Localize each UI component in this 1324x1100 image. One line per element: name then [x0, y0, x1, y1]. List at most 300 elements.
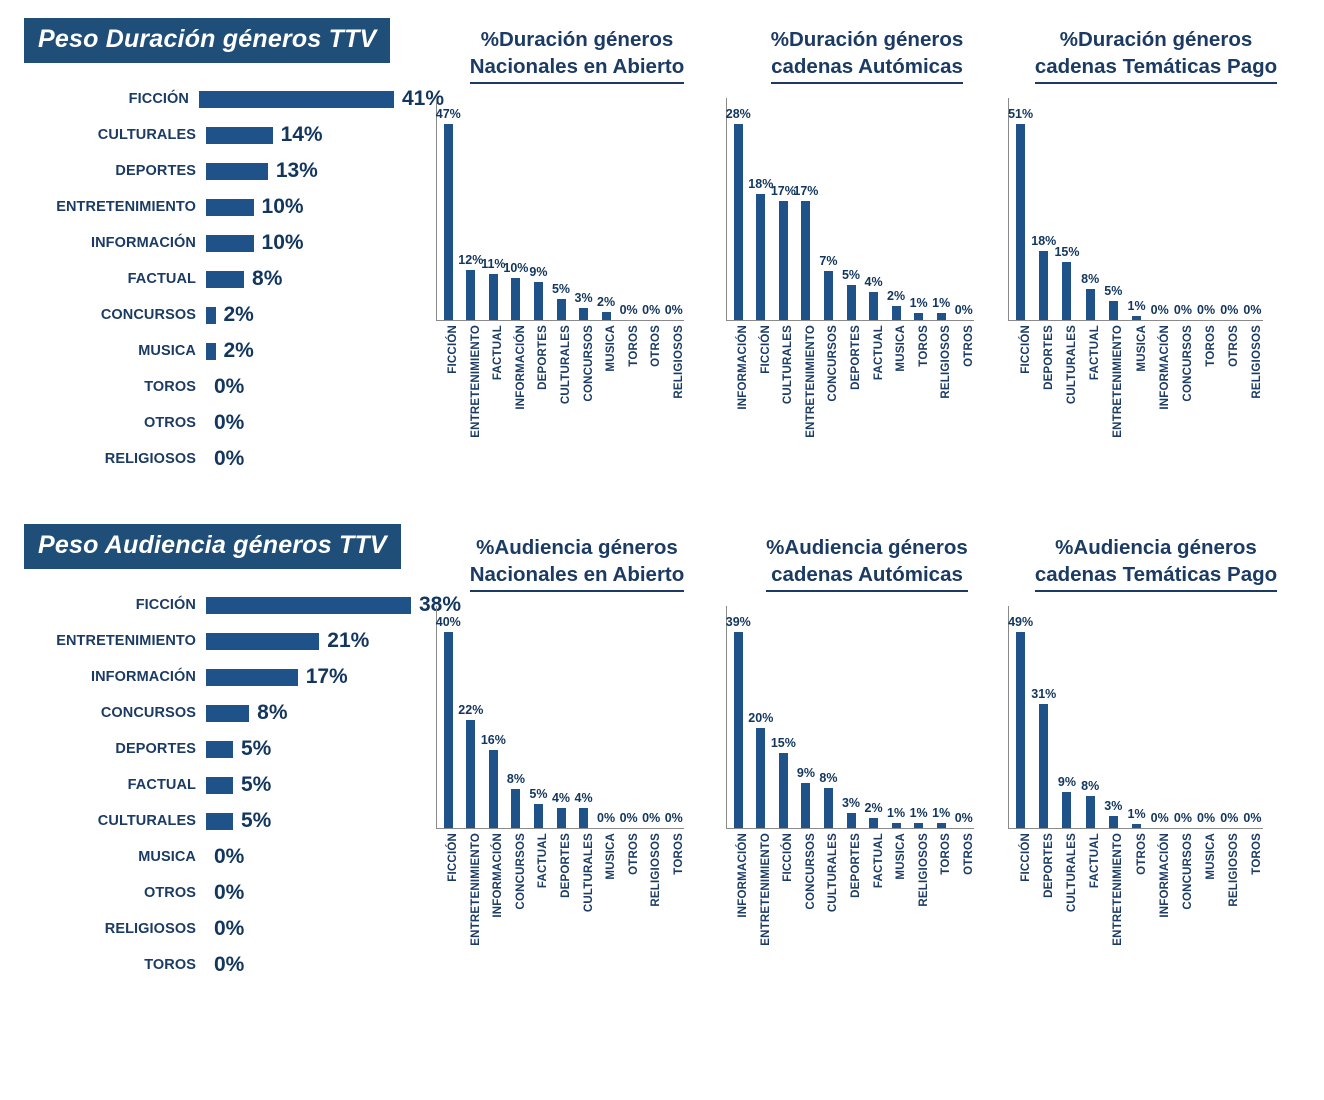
bar-value-label: 0%	[214, 411, 245, 434]
bar-column	[437, 98, 460, 320]
x-tick-label: TOROS	[672, 833, 685, 875]
bar-value-label: 5%	[1104, 283, 1123, 298]
bar-value-label: 5%	[551, 282, 571, 297]
bar-value-label: 2%	[887, 289, 906, 303]
x-tick-label: ENTRETENIMIENTO	[469, 833, 482, 946]
bar-value-label: 8%	[252, 267, 283, 290]
bar-column	[952, 606, 975, 828]
x-tick-label: ENTRETENIMIENTO	[469, 325, 482, 438]
bar-row	[24, 225, 444, 261]
bar-category-label: OTROS	[143, 415, 196, 431]
bar-track	[206, 695, 249, 731]
bar-column	[1171, 606, 1194, 828]
bar-fill	[1132, 824, 1141, 828]
bar-fill	[937, 823, 946, 828]
x-tick-label: DEPORTES	[1042, 325, 1055, 390]
x-tick-label: ENTRETENIMIENTO	[804, 325, 817, 438]
bar-fill	[1109, 301, 1118, 320]
bar-value-label: 3%	[841, 795, 861, 810]
bar-category-label: CULTURALES	[97, 813, 196, 829]
bar-fill	[801, 201, 810, 320]
bar-value-label: 5%	[240, 809, 272, 832]
title-line-2: cadenas Temáticas Pago	[1034, 563, 1278, 586]
bar-value-label: 38%	[419, 593, 462, 616]
bar-category-label: ENTRETENIMIENTO	[56, 199, 196, 215]
bar-value-label: 1%	[932, 296, 951, 310]
bar-column	[662, 98, 685, 320]
x-tick-label: OTROS	[1135, 833, 1148, 875]
x-tick-label: CULTURALES	[582, 833, 595, 913]
bar-category-label: DEPORTES	[115, 163, 196, 179]
bar-column	[1032, 606, 1055, 828]
vertical-bar-chart-audiencia-tematicas	[1008, 606, 1304, 947]
bar-column	[482, 606, 505, 828]
bar-value-label: 0%	[1220, 303, 1239, 317]
bar-value-label: 4%	[864, 275, 883, 289]
bar-category-label: FICCIÓN	[135, 597, 196, 613]
bar-column	[1079, 98, 1102, 320]
bar-value-label: 13%	[275, 159, 318, 182]
bar-value-label: 0%	[664, 303, 683, 317]
bar-value-label: 20%	[748, 710, 774, 725]
bar-value-label: 0%	[642, 303, 661, 317]
bar-column	[1055, 98, 1078, 320]
bar-value-label: 12%	[458, 252, 484, 267]
bar-value-label: 5%	[240, 773, 272, 796]
x-tick-label: ENTRETENIMIENTO	[1112, 325, 1125, 438]
bar-row	[24, 441, 444, 477]
bar-column	[795, 606, 818, 828]
bar-category-label: FICCIÓN	[128, 91, 189, 107]
bar-row	[24, 333, 444, 369]
bar-fill	[444, 124, 453, 320]
x-tick-label: DEPORTES	[850, 325, 862, 390]
bar-fill	[511, 278, 520, 320]
bar-value-label: 0%	[1150, 303, 1169, 317]
bar-fill	[206, 705, 249, 722]
x-axis-labels	[726, 829, 974, 947]
bar-column	[930, 98, 953, 320]
bar-column	[1009, 606, 1032, 828]
title-line-2: cadenas Temáticas Pago	[1034, 55, 1278, 78]
x-axis-labels	[436, 829, 684, 947]
bar-column	[617, 98, 640, 320]
bar-fill	[206, 235, 254, 252]
bar-category-label: MUSICA	[138, 849, 196, 865]
bar-fill	[444, 632, 453, 828]
bar-category-label: MUSICA	[138, 343, 196, 359]
bar-value-label: 51%	[1008, 107, 1034, 121]
x-tick-label: FACTUAL	[1089, 833, 1102, 889]
x-tick-label: MUSICA	[605, 833, 618, 880]
bar-category-label: TOROS	[144, 957, 196, 973]
title-line-1: %Audiencia géneros	[476, 536, 678, 559]
x-tick-label: FICCIÓN	[759, 325, 772, 374]
x-axis-labels	[1008, 829, 1263, 947]
bar-fill	[824, 788, 833, 828]
bar-column	[1125, 98, 1148, 320]
bar-value-label: 8%	[1081, 779, 1100, 793]
bar-fill	[1039, 704, 1048, 828]
bar-value-label: 18%	[1031, 233, 1057, 248]
vertical-bar-chart-duracion-nacionales	[436, 98, 718, 439]
title-line-1: %Audiencia géneros	[766, 536, 968, 559]
bar-column	[1125, 606, 1148, 828]
x-tick-label: CULTURALES	[1065, 325, 1078, 405]
bar-track	[206, 117, 273, 153]
bar-value-label: 0%	[214, 917, 245, 940]
bar-value-label: 0%	[954, 811, 973, 825]
x-tick-label: OTROS	[650, 325, 663, 367]
bar-fill	[206, 127, 273, 144]
bar-value-label: 49%	[1008, 615, 1034, 629]
title-line-1: %Audiencia géneros	[1055, 536, 1257, 559]
bar-column	[840, 98, 863, 320]
x-tick-label: DEPORTES	[1042, 833, 1055, 898]
bar-fill	[489, 274, 498, 320]
bar-column	[885, 606, 908, 828]
bar-value-label: 2%	[223, 303, 254, 326]
x-tick-label: TOROS	[917, 325, 930, 367]
bar-column	[772, 606, 795, 828]
title-line-1: %Duración géneros	[1059, 28, 1253, 51]
panel-title-duracion-tematicas	[1008, 26, 1304, 84]
x-tick-label: MUSICA	[895, 833, 908, 880]
bar-value-label: 0%	[1173, 811, 1192, 825]
bar-value-label: 0%	[619, 811, 638, 825]
horizontal-bar-chart-duracion	[24, 81, 444, 477]
x-tick-label: FICCIÓN	[447, 325, 460, 374]
bar-column	[460, 606, 483, 828]
x-tick-label: CULTURALES	[560, 325, 572, 405]
bar-fill	[489, 750, 498, 828]
bar-value-label: 8%	[506, 771, 525, 786]
x-tick-label: INFORMACIÓN	[1158, 833, 1171, 918]
bar-column	[817, 606, 840, 828]
bar-fill	[756, 728, 765, 829]
bar-fill	[579, 308, 588, 321]
bar-category-label: INFORMACIÓN	[90, 669, 196, 685]
bar-column	[460, 98, 483, 320]
x-tick-label: INFORMACIÓN	[737, 833, 750, 918]
panel-duracion-autonomicas	[726, 26, 1008, 439]
bar-column	[482, 98, 505, 320]
bar-category-label: INFORMACIÓN	[90, 235, 196, 251]
bar-value-label: 0%	[214, 881, 245, 904]
panel-audiencia-tematicas	[1008, 534, 1304, 947]
bar-value-label: 3%	[574, 290, 593, 305]
x-tick-label: CONCURSOS	[804, 833, 817, 910]
bar-column	[952, 98, 975, 320]
x-tick-label: TOROS	[627, 325, 640, 367]
bar-value-label: 0%	[1197, 303, 1216, 317]
vertical-bar-chart-duracion-autonomicas	[726, 98, 1008, 439]
x-tick-label: CONCURSOS	[582, 325, 595, 402]
bar-value-label: 9%	[1057, 775, 1077, 789]
bar-value-label: 17%	[770, 184, 796, 198]
bar-value-label: 2%	[864, 800, 883, 815]
title-line-2: Nacionales en Abierto	[469, 55, 685, 78]
bar-row	[24, 405, 444, 441]
x-tick-label: CULTURALES	[827, 833, 840, 913]
bar-column	[1009, 98, 1032, 320]
bar-column	[550, 606, 573, 828]
bar-column	[885, 98, 908, 320]
x-tick-label: TOROS	[940, 833, 953, 875]
vertical-bar-chart-duracion-tematicas	[1008, 98, 1304, 439]
x-tick-label: MUSICA	[605, 325, 618, 372]
bar-row	[24, 911, 464, 947]
x-tick-label: INFORMACIÓN	[492, 833, 505, 918]
bar-fill	[1132, 316, 1141, 320]
bar-column	[662, 606, 685, 828]
bar-row	[24, 369, 444, 405]
x-tick-label: ENTRETENIMIENTO	[1112, 833, 1125, 946]
bar-column	[527, 98, 550, 320]
bar-value-label: 0%	[1243, 811, 1262, 825]
bar-value-label: 15%	[770, 735, 796, 750]
bar-track	[206, 623, 319, 659]
bar-column	[1218, 98, 1241, 320]
bar-category-label: FACTUAL	[127, 777, 196, 793]
bar-row	[24, 659, 464, 695]
bar-value-label: 1%	[1127, 299, 1146, 314]
bar-column	[1102, 606, 1125, 828]
panel-title-peso-duracion-ttv: Peso Duración géneros TTV	[24, 18, 390, 63]
bar-column	[817, 98, 840, 320]
bar-column	[617, 606, 640, 828]
bar-fill	[869, 818, 878, 828]
bar-value-label: 0%	[214, 953, 245, 976]
bar-row	[24, 839, 464, 875]
bar-column	[550, 98, 573, 320]
bar-row	[24, 695, 464, 731]
plot-area	[1008, 98, 1264, 320]
panel-peso-duracion-ttv	[24, 18, 444, 477]
bar-value-label: 28%	[725, 107, 751, 121]
bar-column	[1148, 98, 1171, 320]
bar-value-label: 10%	[261, 195, 304, 218]
bar-value-label: 40%	[435, 615, 461, 629]
bar-value-label: 39%	[725, 615, 751, 629]
bar-column	[772, 98, 795, 320]
x-tick-label: DEPORTES	[537, 325, 550, 390]
bar-fill	[801, 783, 810, 828]
bar-row	[24, 297, 444, 333]
bar-column	[727, 606, 750, 828]
bar-value-label: 21%	[327, 629, 370, 652]
bar-column	[727, 98, 750, 320]
bar-category-label: OTROS	[143, 885, 196, 901]
bar-fill	[206, 633, 319, 650]
x-tick-label: FACTUAL	[1089, 325, 1102, 381]
bar-column	[595, 98, 618, 320]
bar-fill	[734, 124, 743, 320]
bar-column	[1241, 98, 1264, 320]
bar-column	[505, 606, 528, 828]
bar-value-label: 18%	[748, 177, 774, 191]
x-tick-label: TOROS	[1205, 325, 1218, 367]
bar-fill	[557, 299, 566, 320]
bar-column	[862, 98, 885, 320]
x-tick-label: CONCURSOS	[827, 325, 840, 402]
x-tick-label: CULTURALES	[782, 325, 795, 405]
bar-category-label: CONCURSOS	[100, 307, 196, 323]
x-tick-label: OTROS	[1228, 325, 1241, 367]
bar-value-label: 15%	[1054, 245, 1080, 260]
bar-fill	[779, 753, 788, 828]
x-tick-label: INFORMACIÓN	[737, 325, 750, 410]
bar-fill	[847, 285, 856, 320]
x-tick-label: FICCIÓN	[1019, 833, 1032, 882]
bar-value-label: 1%	[932, 805, 951, 820]
bar-fill	[1062, 792, 1071, 828]
bar-fill	[206, 777, 233, 794]
bar-fill	[914, 313, 923, 320]
bar-column	[1148, 606, 1171, 828]
bar-column	[750, 98, 773, 320]
bar-value-label: 14%	[280, 123, 323, 146]
bar-fill	[206, 813, 233, 830]
bar-track	[206, 659, 298, 695]
bar-value-label: 2%	[223, 339, 254, 362]
x-tick-label: DEPORTES	[850, 833, 862, 898]
bar-value-label: 8%	[257, 701, 288, 724]
bar-column	[1102, 98, 1125, 320]
bar-value-label: 8%	[1081, 272, 1100, 287]
bar-value-label: 31%	[1031, 687, 1057, 701]
bar-value-label: 0%	[619, 303, 638, 317]
bar-value-label: 0%	[214, 447, 245, 470]
bar-fill	[1086, 796, 1095, 828]
panel-title-duracion-nacionales	[436, 26, 718, 84]
bar-value-label: 11%	[481, 257, 506, 272]
bar-fill	[937, 313, 946, 320]
bar-column	[840, 606, 863, 828]
plot-area	[1008, 606, 1264, 828]
x-tick-label: FACTUAL	[537, 833, 550, 889]
bar-fill	[466, 720, 475, 828]
bar-category-label: DEPORTES	[115, 741, 196, 757]
horizontal-bar-chart-audiencia	[24, 587, 464, 983]
bar-fill	[1062, 262, 1071, 320]
bar-column	[1195, 98, 1218, 320]
bar-value-label: 17%	[305, 665, 348, 688]
bar-fill	[892, 823, 901, 828]
x-tick-label: FICCIÓN	[447, 833, 460, 882]
bar-track	[206, 189, 254, 225]
bar-fill	[199, 91, 394, 108]
x-axis-labels	[1008, 321, 1263, 439]
title-line-1: %Duración géneros	[770, 28, 964, 51]
bar-row	[24, 189, 444, 225]
bar-column	[527, 606, 550, 828]
x-tick-label: INFORMACIÓN	[1158, 325, 1171, 410]
x-tick-label: CONCURSOS	[514, 833, 527, 910]
bar-value-label: 10%	[261, 231, 304, 254]
x-tick-label: CONCURSOS	[1181, 833, 1194, 910]
bar-column	[930, 606, 953, 828]
title-line-2: Nacionales en Abierto	[469, 563, 685, 586]
bar-fill	[892, 306, 901, 320]
bar-fill	[206, 163, 268, 180]
bar-fill	[579, 808, 588, 828]
x-tick-label: RELIGIOSOS	[672, 325, 685, 399]
bar-value-label: 22%	[458, 703, 484, 718]
x-tick-label: DEPORTES	[560, 833, 572, 898]
x-tick-label: OTROS	[962, 325, 975, 367]
x-axis-labels	[436, 321, 684, 439]
panel-duracion-tematicas	[1008, 26, 1304, 439]
bar-value-label: 1%	[909, 296, 928, 310]
bar-fill	[1016, 632, 1025, 828]
plot-area	[436, 606, 685, 828]
bar-track	[206, 261, 244, 297]
bar-track	[206, 225, 254, 261]
bar-value-label: 17%	[793, 184, 819, 198]
x-tick-label: MUSICA	[895, 325, 908, 372]
x-tick-label: MUSICA	[1205, 833, 1218, 880]
plot-area	[436, 98, 685, 320]
bar-category-label: CULTURALES	[97, 127, 196, 143]
panel-title-peso-audiencia-ttv: Peso Audiencia géneros TTV	[24, 524, 401, 569]
bar-track	[206, 297, 216, 333]
x-tick-label: FICCIÓN	[1019, 325, 1032, 374]
bar-category-label: CONCURSOS	[100, 705, 196, 721]
bar-column	[1055, 606, 1078, 828]
panel-title-audiencia-tematicas	[1008, 534, 1304, 592]
bar-column	[750, 606, 773, 828]
bar-column	[595, 606, 618, 828]
panel-title-audiencia-nacionales	[436, 534, 718, 592]
bar-row	[24, 803, 464, 839]
bar-fill	[602, 312, 611, 320]
vertical-bar-chart-audiencia-nacionales	[436, 606, 718, 947]
x-tick-label: CULTURALES	[1065, 833, 1078, 913]
bar-value-label: 5%	[841, 268, 861, 282]
bar-fill	[1016, 124, 1025, 320]
bar-value-label: 0%	[1197, 811, 1216, 825]
bar-column	[572, 606, 595, 828]
x-tick-label: RELIGIOSOS	[940, 325, 953, 399]
bar-value-label: 8%	[819, 770, 838, 785]
bar-fill	[206, 307, 216, 324]
bar-fill	[1109, 816, 1118, 828]
bar-value-label: 1%	[1127, 807, 1146, 821]
bar-column	[1032, 98, 1055, 320]
title-line-1: %Duración géneros	[480, 28, 674, 51]
x-tick-label: RELIGIOSOS	[1228, 833, 1241, 907]
bar-row	[24, 117, 444, 153]
bar-column	[1241, 606, 1264, 828]
bar-value-label: 1%	[887, 805, 906, 820]
panel-audiencia-nacionales	[436, 534, 718, 947]
bar-track	[206, 153, 268, 189]
bar-column	[1195, 606, 1218, 828]
bar-value-label: 10%	[503, 261, 529, 276]
x-tick-label: OTROS	[627, 833, 640, 875]
plot-area	[726, 606, 975, 828]
bar-value-label: 0%	[1243, 303, 1262, 317]
bar-value-label: 3%	[1104, 799, 1123, 813]
bar-category-label: ENTRETENIMIENTO	[56, 633, 196, 649]
bar-fill	[914, 823, 923, 828]
x-tick-label: RELIGIOSOS	[650, 833, 663, 907]
x-tick-label: TOROS	[1251, 833, 1264, 875]
bar-value-label: 0%	[597, 811, 616, 825]
title-line-2: cadenas Autómicas	[771, 563, 963, 586]
x-axis-labels	[726, 321, 974, 439]
